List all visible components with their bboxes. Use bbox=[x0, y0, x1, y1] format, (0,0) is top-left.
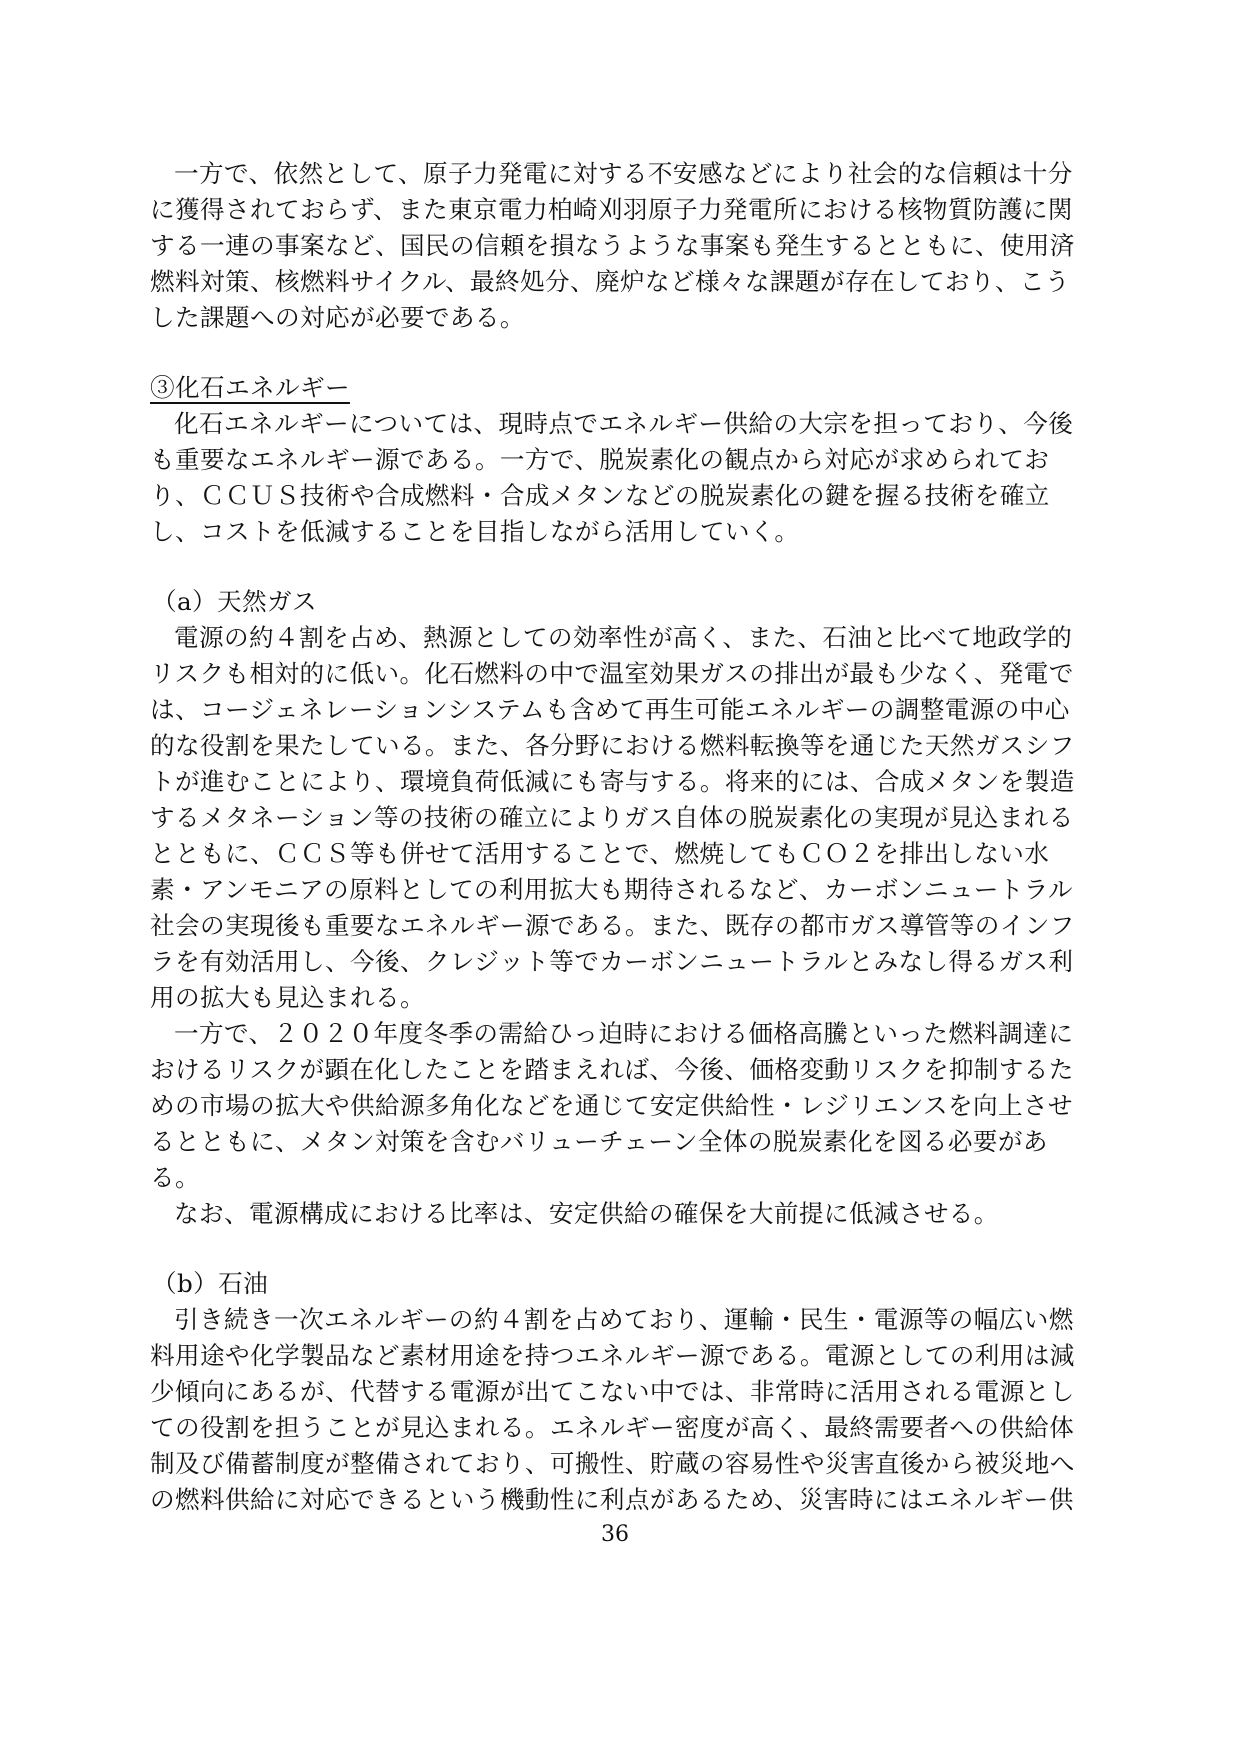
paragraph-line: ての役割を担うことが見込まれる。エネルギー密度が高く、最終需要者への供給体 bbox=[150, 1413, 1075, 1442]
page-number: 36 bbox=[601, 1522, 629, 1547]
subsection-heading: （a）天然ガス bbox=[152, 587, 318, 616]
paragraph-line: ラを有効活用し、今後、クレジット等でカーボンニュートラルとみなし得るガス利 bbox=[150, 947, 1074, 976]
paragraph-line: 素・アンモニアの原料としての利用拡大も期待されるなど、カーボンニュートラル bbox=[150, 875, 1074, 904]
paragraph-line: の燃料供給に対応できるという機動性に利点があるため、災害時にはエネルギー供 bbox=[150, 1485, 1074, 1514]
paragraph-line: するメタネーション等の技術の確立によりガス自体の脱炭素化の実現が見込まれる bbox=[150, 803, 1074, 832]
paragraph-line: 用の拡大も見込まれる。 bbox=[150, 983, 425, 1012]
document-page bbox=[150, 0, 1080, 1754]
paragraph-line: に獲得されておらず、また東京電力柏崎刈羽原子力発電所における核物質防護に関 bbox=[150, 195, 1073, 224]
paragraph-line: とともに、ＣＣＳ等も併せて活用することで、燃焼してもＣＯ２を排出しない水 bbox=[150, 839, 1050, 868]
paragraph-line: なお、電源構成における比率は、安定供給の確保を大前提に低減させる。 bbox=[174, 1199, 999, 1228]
paragraph-line: リスクも相対的に低い。化石燃料の中で温室効果ガスの排出が最も少なく、発電で bbox=[150, 659, 1074, 688]
paragraph-line: は、コージェネレーションシステムも含めて再生可能エネルギーの調整電源の中心 bbox=[150, 695, 1070, 724]
paragraph-line: 電源の約４割を占め、熱源としての効率性が高く、また、石油と比べて地政学的 bbox=[174, 623, 1073, 652]
paragraph-line: も重要なエネルギー源である。一方で、脱炭素化の観点から対応が求められてお bbox=[150, 445, 1050, 474]
paragraph-line: 引き続き一次エネルギーの約４割を占めており、運輸・民生・電源等の幅広い燃 bbox=[174, 1305, 1074, 1334]
paragraph-line: 少傾向にあるが、代替する電源が出てこない中では、非常時に活用される電源とし bbox=[150, 1377, 1075, 1406]
paragraph-line: 制及び備蓄制度が整備されており、可搬性、貯蔵の容易性や災害直後から被災地へ bbox=[150, 1449, 1075, 1478]
paragraph-line: 料用途や化学製品など素材用途を持つエネルギー源である。電源としての利用は減 bbox=[150, 1341, 1075, 1370]
subsection-heading: （b）石油 bbox=[152, 1269, 269, 1298]
paragraph-line: 一方で、依然として、原子力発電に対する不安感などにより社会的な信頼は十分 bbox=[174, 159, 1073, 188]
paragraph-line: 的な役割を果たしている。また、各分野における燃料転換等を通じた天然ガスシフ bbox=[150, 731, 1075, 760]
paragraph-line: るとともに、メタン対策を含むバリューチェーン全体の脱炭素化を図る必要があ bbox=[150, 1127, 1048, 1156]
paragraph-line: トが進むことにより、環境負荷低減にも寄与する。将来的には、合成メタンを製造 bbox=[150, 767, 1075, 796]
paragraph-line: り、ＣＣＵＳ技術や合成燃料・合成メタンなどの脱炭素化の鍵を握る技術を確立 bbox=[150, 481, 1050, 510]
paragraph-line: し、コストを低減することを目指しながら活用していく。 bbox=[150, 517, 800, 546]
paragraph-line: おけるリスクが顕在化したことを踏まえれば、今後、価格変動リスクを抑制するた bbox=[150, 1055, 1074, 1084]
section-heading: ③化石エネルギー bbox=[150, 373, 350, 402]
paragraph-line: めの市場の拡大や供給源多角化などを通じて安定供給性・レジリエンスを向上させ bbox=[150, 1091, 1073, 1120]
paragraph-line: 社会の実現後も重要なエネルギー源である。また、既存の都市ガス導管等のインフ bbox=[150, 911, 1075, 940]
paragraph-line: する一連の事案など、国民の信頼を損なうような事案も発生するとともに、使用済 bbox=[150, 231, 1075, 260]
paragraph-line: した課題への対応が必要である。 bbox=[150, 303, 525, 332]
paragraph-line: 化石エネルギーについては、現時点でエネルギー供給の大宗を担っており、今後 bbox=[174, 409, 1074, 438]
paragraph-line: 一方で、２０２０年度冬季の需給ひっ迫時における価格高騰といった燃料調達に bbox=[174, 1019, 1074, 1048]
paragraph-line: る。 bbox=[150, 1163, 200, 1192]
paragraph-line: 燃料対策、核燃料サイクル、最終処分、廃炉など様々な課題が存在しており、こう bbox=[150, 267, 1070, 296]
